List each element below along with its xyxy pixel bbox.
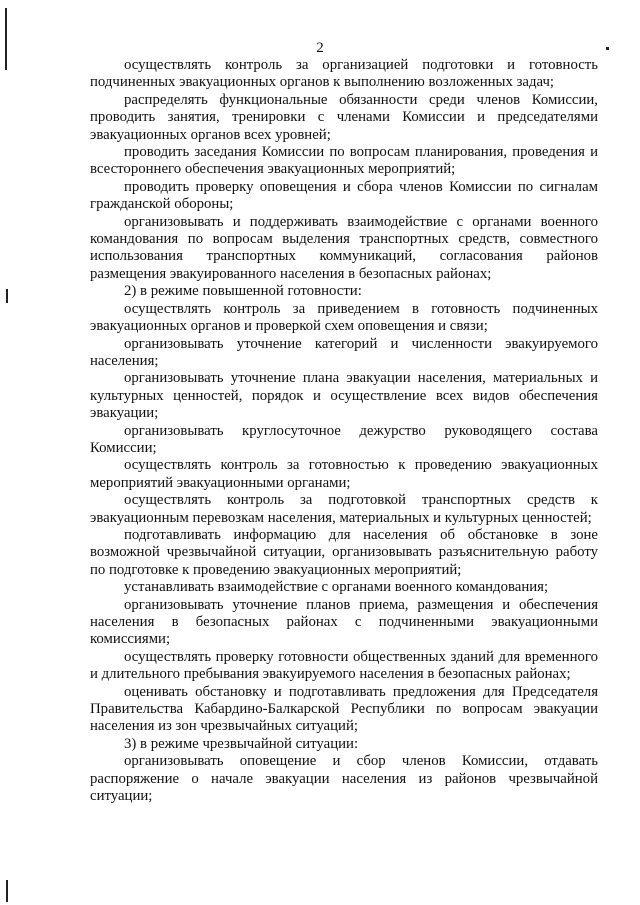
paragraph: оценивать обстановку и подготавливать предложения для Председателя Правительства Кабардино-Балкарской Республики по вопросам эвакуации населения из зон чрезвычайных ситуаций; xyxy=(90,683,598,735)
paragraph: осуществлять проверку готовности общественных зданий для временного и длительного пребывания эвакуируемого населения в безопасных районах; xyxy=(90,648,598,683)
paragraph: организовывать оповещение и сбор членов Комиссии, отдавать распоряжение о начале эвакуации населения из районов чрезвычайной ситуации; xyxy=(90,753,598,805)
paragraph: организовывать и поддерживать взаимодействие с органами военного командования по вопросам выделения транспортных средств, совместного использования транспортных коммуникаций, согласования районов размещения эвакуированного населения в безопасных районах; xyxy=(90,213,598,282)
paragraph: распределять функциональные обязанности среди членов Комиссии, проводить занятия, тренировки с членами Комиссии и председателями эвакуационных органов всех уровней; xyxy=(90,91,598,143)
paragraph: организовывать уточнение категорий и численности эвакуируемого населения; xyxy=(90,335,598,369)
paragraph: проводить заседания Комиссии по вопросам планирования, проведения и всестороннего обеспечения эвакуационных мероприятий; xyxy=(90,144,598,178)
scan-edge-mark-middle xyxy=(6,289,8,303)
scan-edge-mark-top xyxy=(5,8,7,70)
paragraph: организовывать круглосуточное дежурство руководящего состава Комиссии; xyxy=(90,422,598,456)
paragraph: устанавливать взаимодействие с органами военного командования; xyxy=(124,579,549,596)
paragraph: осуществлять контроль за подготовкой транспортных средств к эвакуационным перевозкам населения, материальных и культурных ценностей; xyxy=(90,492,598,526)
paragraph: подготавливать информацию для населения об обстановке в зоне возможной чрезвычайной ситуации, организовывать разъяснительную работу по подготовке к проведению эвакуационных мероприятий; xyxy=(90,526,598,578)
paragraph: осуществлять контроль за готовностью к проведению эвакуационных мероприятий эвакуационными органами; xyxy=(90,457,598,491)
document-body xyxy=(90,57,598,805)
paragraph: организовывать уточнение плана эвакуации населения, материальных и культурных ценностей, порядок и осуществление всех видов обеспечения эвакуации; xyxy=(90,370,598,422)
paragraph: осуществлять контроль за приведением в готовность подчиненных эвакуационных органов и проверкой схем оповещения и связи; xyxy=(90,300,598,335)
paragraph: проводить проверку оповещения и сбора членов Комиссии по сигналам гражданской обороны; xyxy=(90,178,598,213)
scan-edge-mark-bottom xyxy=(6,880,8,902)
section-heading: 2) в режиме повышенной готовности: xyxy=(124,283,362,300)
paragraph: организовывать уточнение планов приема, размещения и обеспечения населения в безопасных районах с подчиненными эвакуационными комиссиями; xyxy=(90,596,598,648)
section-heading: 3) в режиме чрезвычайной ситуации: xyxy=(124,735,359,752)
paragraph: осуществлять контроль за организацией подготовки и готовность подчиненных эвакуационных органов к выполнению возложенных задач; xyxy=(90,57,598,91)
page-number: 2 xyxy=(316,40,324,56)
